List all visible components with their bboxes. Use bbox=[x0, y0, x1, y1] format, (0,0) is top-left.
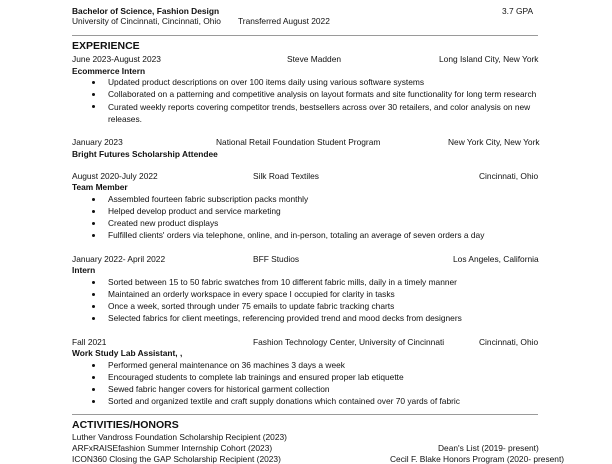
bullet-dot bbox=[92, 388, 95, 391]
job-bullet: Once a week, sorted through under 75 emails to update fabric tracking charts bbox=[108, 301, 395, 311]
bullet-dot bbox=[92, 222, 95, 225]
job-bullet: Curated weekly reports covering competitor trends, bestsellers across over 30 retailers, and color analysis on new releases. bbox=[108, 102, 531, 124]
activity-item: ICON360 Closing the GAP Scholarship Recipient (2023) bbox=[72, 454, 281, 464]
honor-item: Cecil F. Blake Honors Program (2020- present) bbox=[390, 454, 565, 464]
activities-heading: ACTIVITIES/HONORS bbox=[72, 419, 179, 431]
job-bullet: Helped develop product and service marketing bbox=[108, 206, 281, 216]
bullet-dot bbox=[92, 376, 95, 379]
job-bullet: Updated product descriptions on over 100 items daily using various software systems bbox=[108, 77, 425, 87]
bullet-dot bbox=[92, 210, 95, 213]
school-name: University of Cincinnati, Cincinnati, Ohio bbox=[72, 16, 221, 26]
job-location: Cincinnati, Ohio bbox=[479, 337, 539, 347]
job-location: Los Angeles, California bbox=[453, 254, 539, 264]
job-bullet: Performed general maintenance on 36 machines 3 days a week bbox=[108, 360, 345, 370]
job-dates: August 2020-July 2022 bbox=[72, 171, 158, 181]
job-org: BFF Studios bbox=[253, 254, 300, 264]
bullet-dot bbox=[92, 400, 95, 403]
job-bullet: Collaborated on a patterning and competitive analysis on layout formats and site functionality for long term research bbox=[108, 89, 537, 99]
transfer-note: Transferred August 2022 bbox=[238, 16, 330, 26]
job-bullet: Selected fabrics for client meetings, referencing provided trend and mood decks from designers bbox=[108, 313, 462, 323]
bullet-dot bbox=[92, 81, 95, 84]
bullet-dot bbox=[92, 93, 95, 96]
job-title: Bright Futures Scholarship Attendee bbox=[72, 149, 218, 159]
job-dates: June 2023-August 2023 bbox=[72, 54, 161, 64]
job-location: Long Island City, New York bbox=[439, 54, 539, 64]
job-org: Steve Madden bbox=[287, 54, 342, 64]
gpa: 3.7 GPA bbox=[502, 6, 534, 16]
bullet-dot bbox=[92, 305, 95, 308]
bullet-dot bbox=[92, 281, 95, 284]
job-title: Intern bbox=[72, 265, 96, 275]
job-bullet: Maintained an orderly workspace in every space I occupied for clarity in tasks bbox=[108, 289, 395, 299]
bullet-dot bbox=[92, 317, 95, 320]
experience-heading: EXPERIENCE bbox=[72, 40, 140, 52]
activity-item: Luther Vandross Foundation Scholarship Recipient (2023) bbox=[72, 432, 287, 442]
section-divider bbox=[72, 414, 538, 415]
bullet-dot bbox=[92, 293, 95, 296]
job-org: Fashion Technology Center, University of Cincinnati bbox=[253, 337, 445, 347]
honor-item: Dean's List (2019- present) bbox=[438, 443, 539, 453]
job-dates: January 2023 bbox=[72, 137, 123, 147]
activity-item: ARFxRAISEfashion Summer Internship Cohort (2023) bbox=[72, 443, 273, 453]
job-title: Work Study Lab Assistant, , bbox=[72, 348, 183, 358]
bullet-dot bbox=[92, 364, 95, 367]
job-title: Team Member bbox=[72, 182, 128, 192]
job-title: Ecommerce Intern bbox=[72, 66, 146, 76]
job-bullet: Created new product displays bbox=[108, 218, 219, 228]
job-location: Cincinnati, Ohio bbox=[479, 171, 539, 181]
job-dates: Fall 2021 bbox=[72, 337, 107, 347]
job-bullet: Fulfilled clients' orders via telephone, online, and in-person, totaling an average of seven orders a day bbox=[108, 230, 485, 240]
job-bullet: Sewed fabric hanger covers for historical garment collection bbox=[108, 384, 330, 394]
job-location: New York City, New York bbox=[448, 137, 540, 147]
job-bullet: Encouraged students to complete lab trainings and ensured proper lab etiquette bbox=[108, 372, 404, 382]
job-org: National Retail Foundation Student Program bbox=[216, 137, 381, 147]
bullet-dot bbox=[92, 105, 95, 108]
job-bullet: Assembled fourteen fabric subscription packs monthly bbox=[108, 194, 309, 204]
job-dates: January 2022- April 2022 bbox=[72, 254, 166, 264]
job-bullet: Sorted and organized textile and craft supply donations which contained over 70 yards of fabric bbox=[108, 396, 460, 406]
degree-title: Bachelor of Science, Fashion Design bbox=[72, 6, 220, 16]
job-org: Silk Road Textiles bbox=[253, 171, 319, 181]
bullet-dot bbox=[92, 234, 95, 237]
section-divider bbox=[72, 35, 538, 36]
bullet-dot bbox=[92, 198, 95, 201]
job-bullet: Sorted between 15 to 50 fabric swatches from 10 different fabric mills, daily in a timely manner bbox=[108, 277, 457, 287]
